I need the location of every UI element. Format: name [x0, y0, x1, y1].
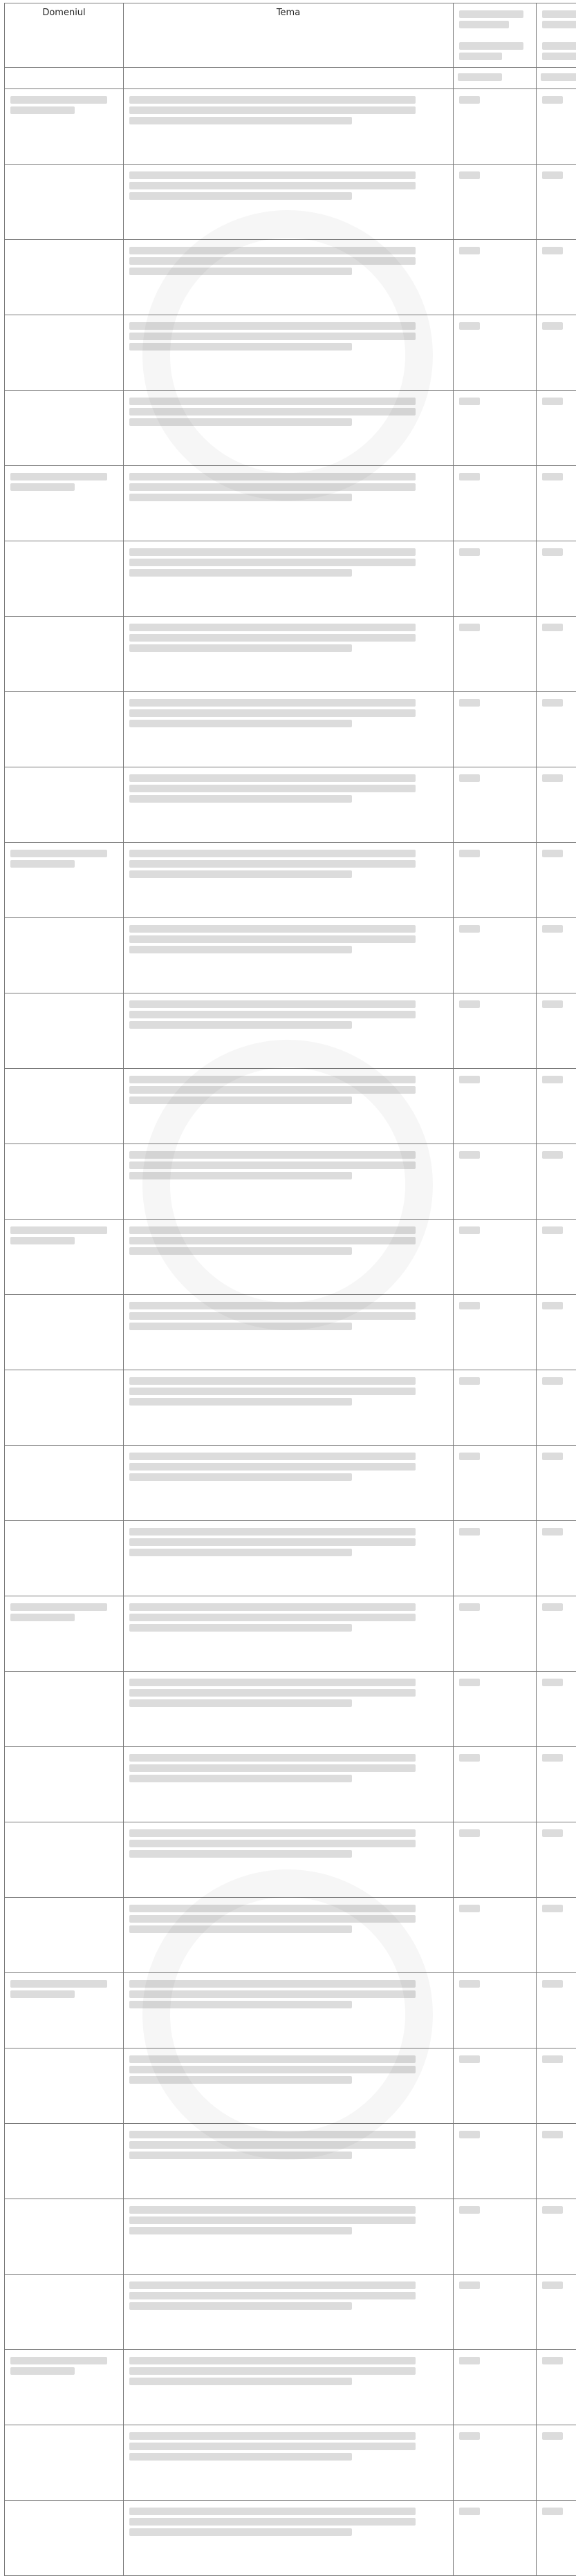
topic-cell — [124, 2350, 454, 2425]
domain-cell — [5, 2048, 124, 2124]
table-row — [5, 617, 576, 692]
initial-hours-cell — [454, 1822, 537, 1898]
initial-hours-cell — [454, 165, 537, 240]
periodic-hours-cell — [537, 843, 576, 918]
initial-hours-cell — [454, 391, 537, 466]
periodic-hours-cell — [537, 1295, 576, 1370]
initial-hours-cell — [454, 843, 537, 918]
initial-hours-cell — [454, 692, 537, 767]
topic-cell — [124, 2501, 454, 2576]
periodic-hours-cell — [537, 767, 576, 843]
periodic-hours-cell — [537, 1672, 576, 1747]
units-row — [5, 68, 576, 89]
table-row — [5, 2124, 576, 2199]
initial-hours-cell — [454, 1069, 537, 1144]
table-row — [5, 165, 576, 240]
domain-cell — [5, 2275, 124, 2350]
initial-hours-cell — [454, 617, 537, 692]
periodic-hours-cell — [537, 1521, 576, 1596]
table-row — [5, 1898, 576, 1973]
periodic-hours-cell — [537, 2048, 576, 2124]
table-row — [5, 541, 576, 617]
table-row — [5, 391, 576, 466]
initial-hours-cell — [454, 541, 537, 617]
table-row — [5, 1069, 576, 1144]
domain-cell — [5, 240, 124, 315]
topic-cell — [124, 2124, 454, 2199]
periodic-hours-cell — [537, 1144, 576, 1220]
periodic-hours-cell — [537, 692, 576, 767]
initial-hours-cell — [454, 1596, 537, 1672]
initial-hours-cell — [454, 240, 537, 315]
header-initial-training — [454, 3, 537, 68]
table-body — [5, 68, 576, 2576]
domain-cell — [5, 1973, 124, 2048]
topic-cell — [124, 466, 454, 541]
domain-cell — [5, 2425, 124, 2501]
topic-cell — [124, 1295, 454, 1370]
table-row — [5, 1295, 576, 1370]
table-row — [5, 993, 576, 1069]
initial-hours-cell — [454, 1446, 537, 1521]
domain-cell — [5, 1446, 124, 1521]
periodic-hours-cell — [537, 2425, 576, 2501]
table-row — [5, 1220, 576, 1295]
periodic-hours-cell — [537, 89, 576, 165]
table-row — [5, 89, 576, 165]
periodic-hours-cell — [537, 993, 576, 1069]
domain-cell — [5, 315, 124, 391]
periodic-hours-cell — [537, 2350, 576, 2425]
topic-cell — [124, 541, 454, 617]
domain-cell — [5, 918, 124, 993]
topic-cell — [124, 617, 454, 692]
periodic-hours-cell — [537, 2124, 576, 2199]
periodic-hours-cell — [537, 1220, 576, 1295]
table-row — [5, 1144, 576, 1220]
periodic-hours-cell — [537, 1747, 576, 1822]
periodic-hours-cell — [537, 541, 576, 617]
table-row — [5, 918, 576, 993]
table-row — [5, 1973, 576, 2048]
table-row — [5, 1822, 576, 1898]
initial-hours-cell — [454, 1144, 537, 1220]
units-cell — [537, 68, 576, 89]
initial-hours-cell — [454, 2425, 537, 2501]
topic-cell — [124, 1747, 454, 1822]
domain-cell — [5, 1295, 124, 1370]
periodic-hours-cell — [537, 2501, 576, 2576]
topic-cell — [124, 1521, 454, 1596]
domain-cell — [5, 2199, 124, 2275]
table-row — [5, 315, 576, 391]
periodic-hours-cell — [537, 2275, 576, 2350]
domain-cell — [5, 1822, 124, 1898]
table-row — [5, 843, 576, 918]
topic-cell — [124, 1446, 454, 1521]
initial-hours-cell — [454, 767, 537, 843]
periodic-hours-cell — [537, 240, 576, 315]
domain-cell — [5, 1672, 124, 1747]
periodic-hours-cell — [537, 165, 576, 240]
topic-cell — [124, 843, 454, 918]
initial-hours-cell — [454, 2275, 537, 2350]
document — [4, 3, 572, 2576]
domain-cell — [5, 617, 124, 692]
initial-hours-cell — [454, 1672, 537, 1747]
topic-cell — [124, 767, 454, 843]
domain-cell — [5, 1069, 124, 1144]
domain-cell — [5, 2501, 124, 2576]
initial-hours-cell — [454, 315, 537, 391]
topic-cell — [124, 2275, 454, 2350]
topic-cell — [124, 165, 454, 240]
initial-hours-cell — [454, 1521, 537, 1596]
table-row — [5, 1596, 576, 1672]
initial-hours-cell — [454, 1747, 537, 1822]
initial-hours-cell — [454, 2350, 537, 2425]
initial-hours-cell — [454, 2501, 537, 2576]
domain-cell — [5, 1596, 124, 1672]
initial-hours-cell — [454, 2124, 537, 2199]
domain-cell — [5, 692, 124, 767]
units-cell — [454, 68, 537, 89]
periodic-hours-cell — [537, 1596, 576, 1672]
periodic-hours-cell — [537, 617, 576, 692]
topic-cell — [124, 1144, 454, 1220]
domain-cell — [5, 1521, 124, 1596]
topic-cell — [124, 1822, 454, 1898]
curriculum-table — [4, 3, 576, 2576]
header-periodic-training — [537, 3, 576, 68]
topic-cell — [124, 1220, 454, 1295]
table-row — [5, 2501, 576, 2576]
table-row — [5, 2350, 576, 2425]
initial-hours-cell — [454, 1295, 537, 1370]
periodic-hours-cell — [537, 466, 576, 541]
units-cell — [124, 68, 454, 89]
header-topic: Tema — [124, 3, 454, 68]
topic-cell — [124, 89, 454, 165]
domain-cell — [5, 1898, 124, 1973]
initial-hours-cell — [454, 1220, 537, 1295]
table-row — [5, 2199, 576, 2275]
domain-cell — [5, 165, 124, 240]
topic-cell — [124, 1596, 454, 1672]
table-row — [5, 2275, 576, 2350]
periodic-hours-cell — [537, 391, 576, 466]
table-row — [5, 1446, 576, 1521]
domain-cell — [5, 1144, 124, 1220]
topic-cell — [124, 2048, 454, 2124]
table-row — [5, 2048, 576, 2124]
domain-cell — [5, 767, 124, 843]
table-row — [5, 767, 576, 843]
initial-hours-cell — [454, 918, 537, 993]
table-row — [5, 1370, 576, 1446]
topic-cell — [124, 2199, 454, 2275]
domain-cell — [5, 89, 124, 165]
topic-cell — [124, 1672, 454, 1747]
domain-cell — [5, 2350, 124, 2425]
table-row — [5, 466, 576, 541]
periodic-hours-cell — [537, 1898, 576, 1973]
topic-cell — [124, 918, 454, 993]
domain-cell — [5, 843, 124, 918]
table-row — [5, 692, 576, 767]
initial-hours-cell — [454, 1370, 537, 1446]
initial-hours-cell — [454, 1973, 537, 2048]
domain-cell — [5, 391, 124, 466]
topic-cell — [124, 240, 454, 315]
table-row — [5, 1747, 576, 1822]
topic-cell — [124, 1973, 454, 2048]
initial-hours-cell — [454, 1898, 537, 1973]
periodic-hours-cell — [537, 2199, 576, 2275]
topic-cell — [124, 2425, 454, 2501]
topic-cell — [124, 1898, 454, 1973]
domain-cell — [5, 993, 124, 1069]
domain-cell — [5, 1747, 124, 1822]
periodic-hours-cell — [537, 1069, 576, 1144]
initial-hours-cell — [454, 993, 537, 1069]
initial-hours-cell — [454, 89, 537, 165]
table-row — [5, 1521, 576, 1596]
table-row — [5, 1672, 576, 1747]
header-row — [5, 3, 576, 68]
periodic-hours-cell — [537, 1446, 576, 1521]
domain-cell — [5, 1370, 124, 1446]
domain-cell — [5, 541, 124, 617]
topic-cell — [124, 391, 454, 466]
periodic-hours-cell — [537, 1973, 576, 2048]
header-domain: Domeniul — [5, 3, 124, 68]
topic-cell — [124, 993, 454, 1069]
table-row — [5, 240, 576, 315]
topic-cell — [124, 1370, 454, 1446]
units-cell — [5, 68, 124, 89]
topic-cell — [124, 1069, 454, 1144]
domain-cell — [5, 2124, 124, 2199]
periodic-hours-cell — [537, 1822, 576, 1898]
table-row — [5, 2425, 576, 2501]
periodic-hours-cell — [537, 918, 576, 993]
initial-hours-cell — [454, 2199, 537, 2275]
domain-cell — [5, 466, 124, 541]
initial-hours-cell — [454, 2048, 537, 2124]
initial-hours-cell — [454, 466, 537, 541]
periodic-hours-cell — [537, 1370, 576, 1446]
topic-cell — [124, 692, 454, 767]
topic-cell — [124, 315, 454, 391]
domain-cell — [5, 1220, 124, 1295]
periodic-hours-cell — [537, 315, 576, 391]
